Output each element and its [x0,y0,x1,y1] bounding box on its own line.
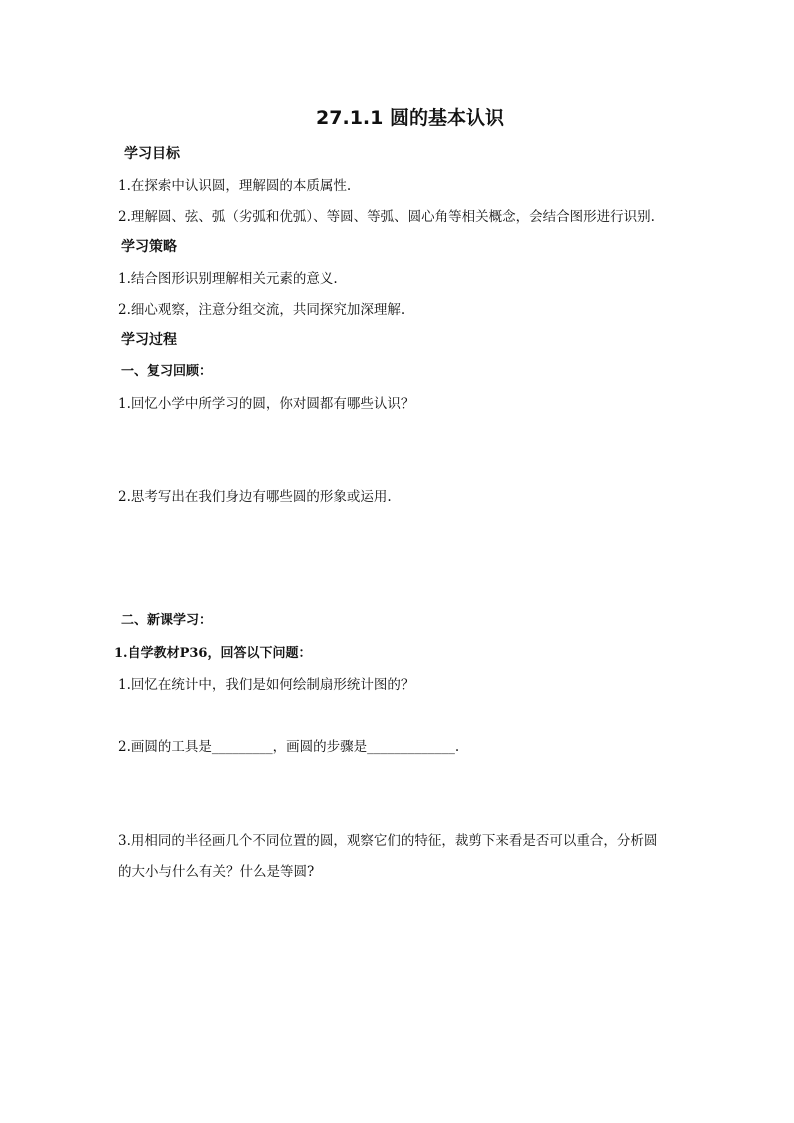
strategy-heading: 学习策略 [121,239,177,255]
question-3-line-2: 的大小与什么有关？什么是等圆? [118,864,315,880]
goal-2: 2.理解圆、弦、弧（劣弧和优弧）、等圆、等弧、圆心角等相关概念，会结合图形进行识别. [118,209,655,225]
process-heading: 学习过程 [121,332,177,348]
self-study-instruction: 1.自学教材P36，回答以下问题： [114,646,312,661]
strategy-1: 1.结合图形识别理解相关元素的意义. [118,271,338,287]
strategy-2: 2.细心观察，注意分组交流，共同探究加深理解. [118,302,406,318]
goal-1: 1.在探索中认识圆，理解圆的本质属性. [118,178,352,194]
question-3-line-1: 3.用相同的半径画几个不同位置的圆，观察它们的特征，裁剪下来看是否可以重合，分析圆 [118,833,658,849]
question-1: 1.回忆在统计中，我们是如何绘制扇形统计图的？ [118,677,415,693]
page-title: 27.1.1 圆的基本认识 [316,107,504,129]
question-2: 2.画圆的工具是_________，画圆的步骤是_____________. [118,739,460,755]
review-heading: 一、复习回顾： [121,364,213,379]
new-lesson-heading: 二、新课学习： [121,613,213,628]
goals-heading: 学习目标 [124,146,180,162]
review-question-2: 2.思考写出在我们身边有哪些圆的形象或运用. [118,489,392,505]
review-question-1: 1.回忆小学中所学习的圆，你对圆都有哪些认识？ [118,396,415,412]
